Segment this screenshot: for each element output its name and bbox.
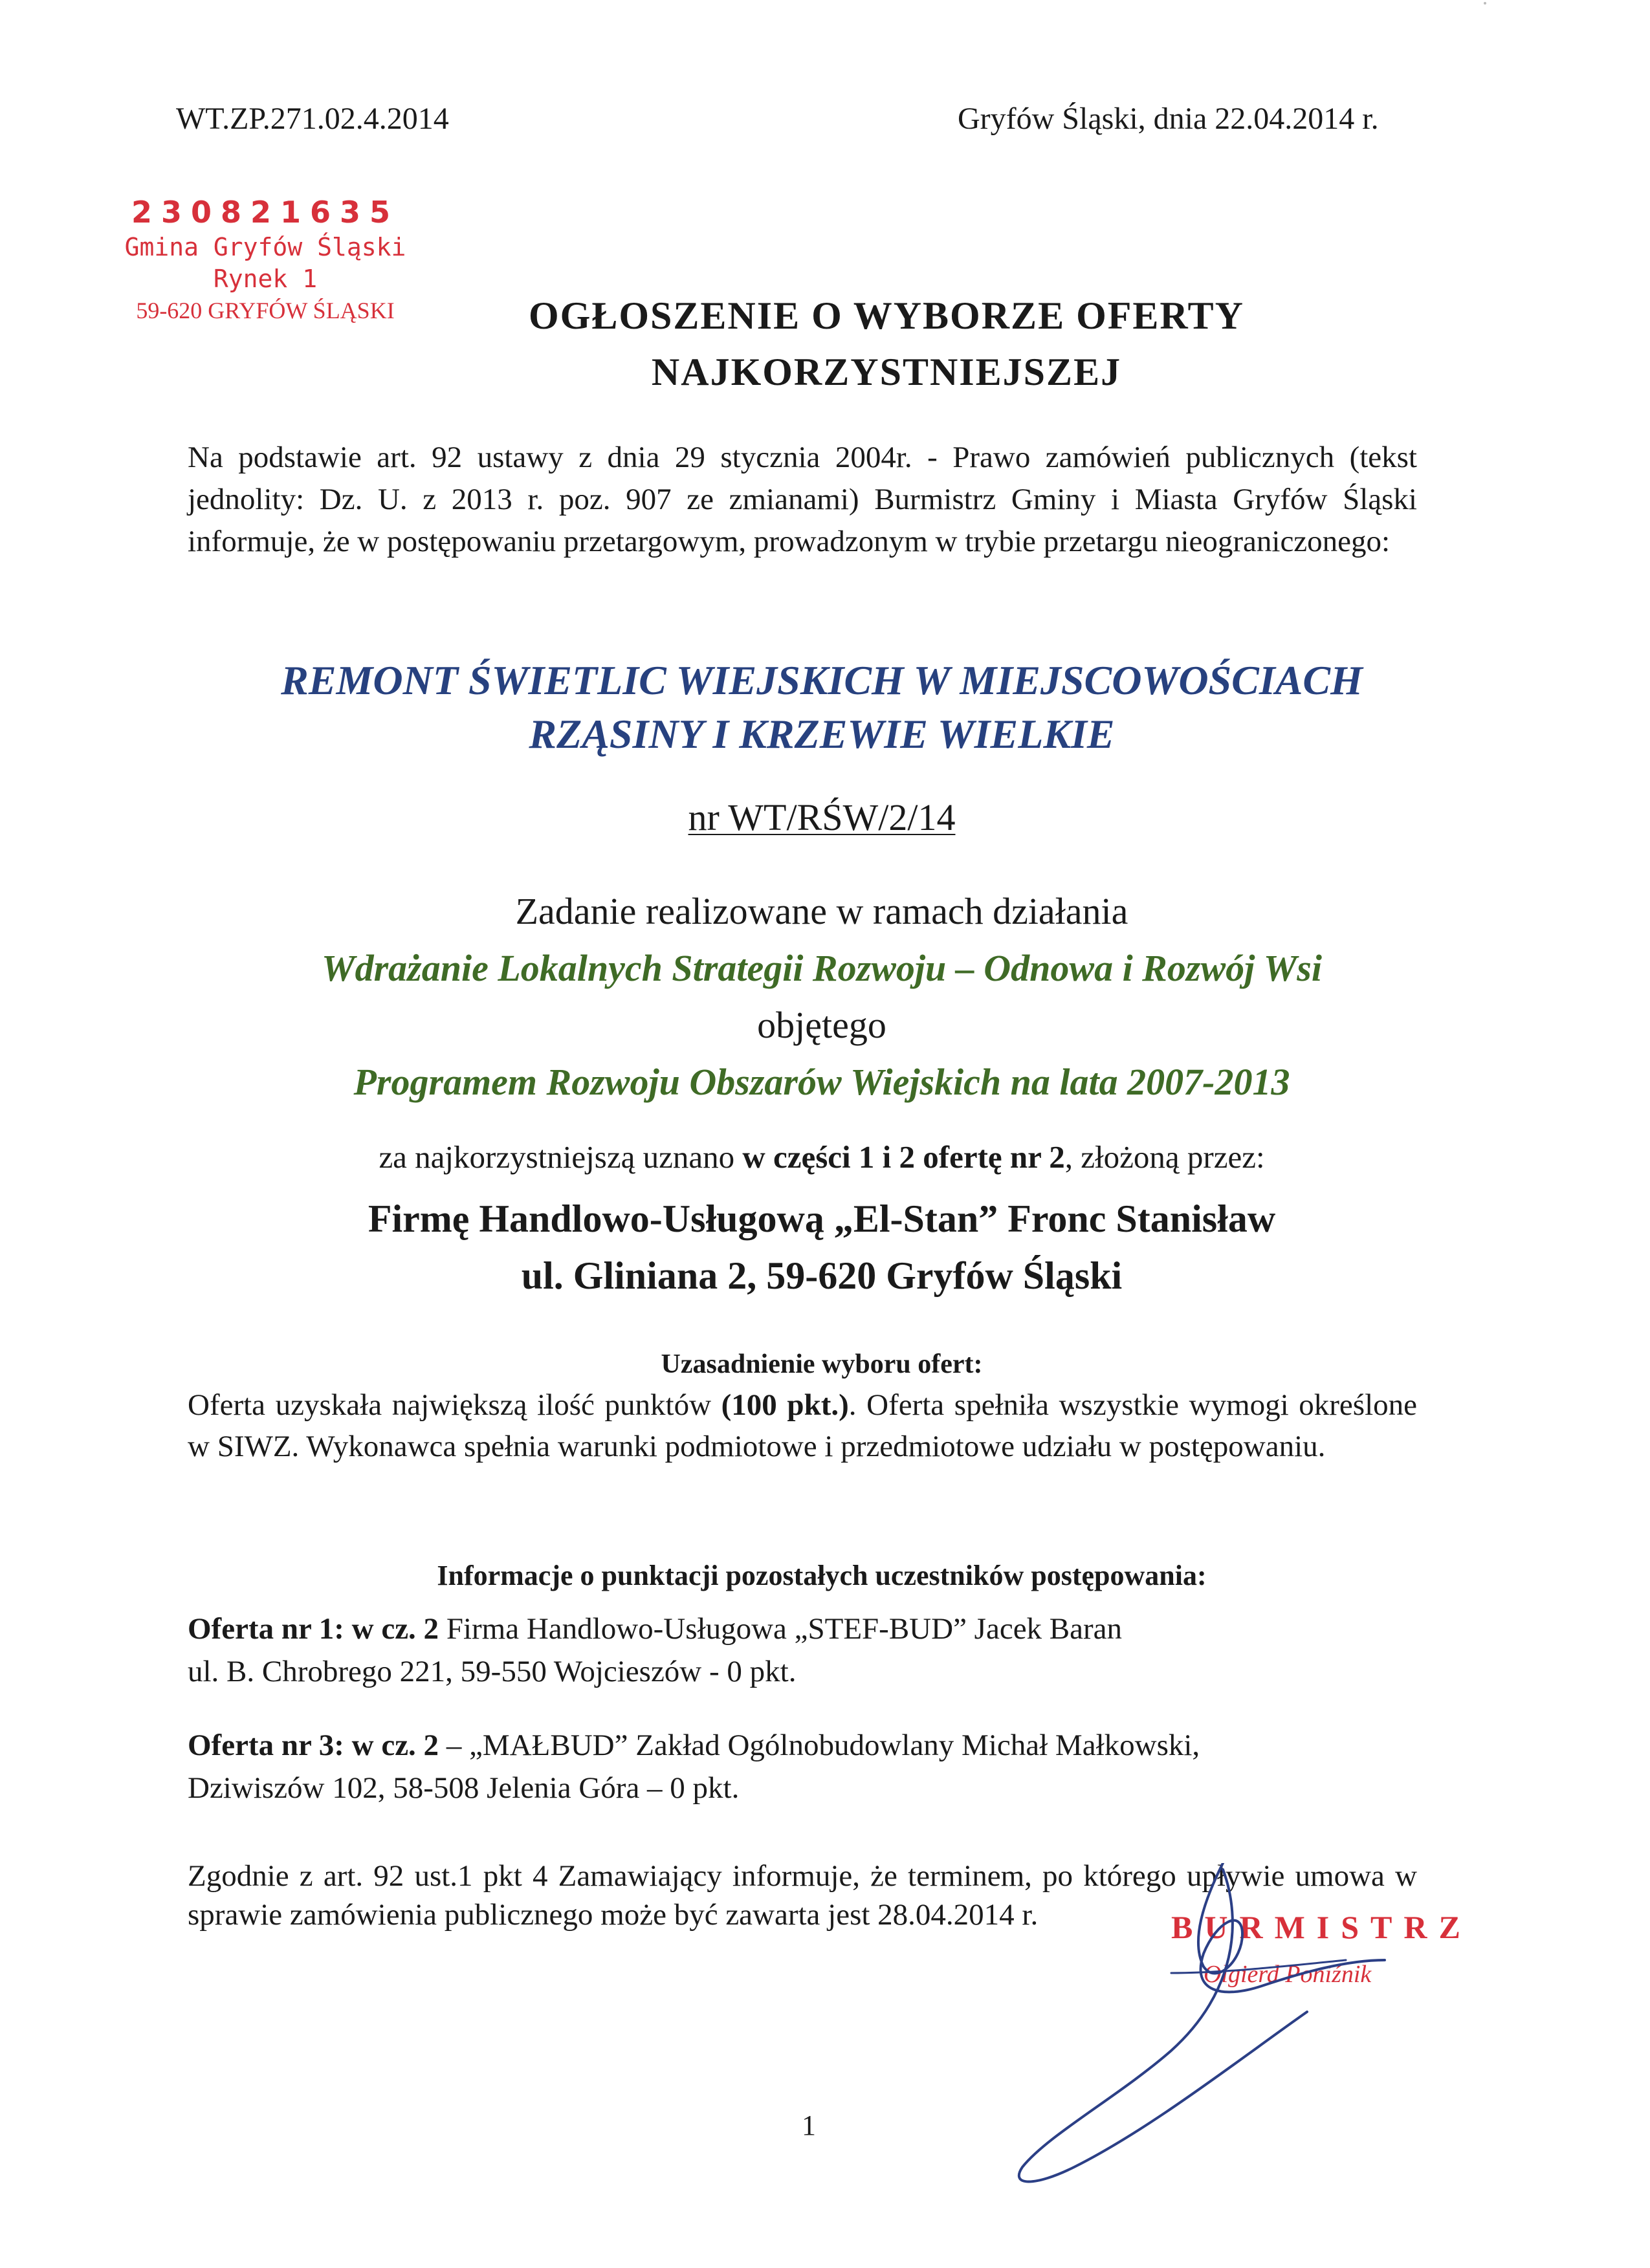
task-action-name: Wdrażanie Lokalnych Strategii Rozwoju – Odnowa i Rozwój Wsi <box>322 947 1322 989</box>
stamp-line-2: Rynek 1 <box>213 264 318 293</box>
offer-item <box>188 1724 1417 1809</box>
offer-item <box>188 1608 1417 1693</box>
office-stamp <box>97 194 434 327</box>
offer-firm: – „MAŁBUD” Zakład Ogólnobudowlany Michał Małkowski, <box>439 1728 1200 1762</box>
signatory-title-stamp: BURMISTRZ <box>1171 1909 1472 1945</box>
award-bold: w części 1 i 2 ofertę nr 2 <box>742 1139 1065 1175</box>
offer-line-2: ul. B. Chrobrego 221, 59-550 Wojcieszów - 0 pkt. <box>188 1655 797 1688</box>
tender-subject <box>188 653 1456 761</box>
firm-address: ul. Gliniana 2, 59-620 Gryfów Śląski <box>521 1254 1123 1297</box>
intro-paragraph: Na podstawie art. 92 ustawy z dnia 29 stycznia 2004r. - Prawo zamówień publicznych (tekst jednolity: Dz. U. z 2013 r. poz. 907 ze zmianami) Burmistrz Gminy i Miasta Gryfów Śląski informuje, że w postępowaniu przetargowym, prowadzonym w trybie przetargu nieograniczonego: <box>188 441 1417 558</box>
offer-label: Oferta nr 1: w cz. 2 <box>188 1612 439 1646</box>
offer-line-1 <box>188 1608 1417 1650</box>
place-and-date: Gryfów Śląski, dnia 22.04.2014 r. <box>958 102 1379 136</box>
offer-line-1 <box>188 1724 1417 1767</box>
subject-line-2: RZĄSINY I KRZEWIE WIELKIE <box>529 711 1115 758</box>
document-reference: WT.ZP.271.02.4.2014 <box>176 102 449 136</box>
tender-number-text: nr WT/RŚW/2/14 <box>688 796 956 838</box>
task-line-1: Zadanie realizowane w ramach działania <box>515 890 1128 932</box>
justification-text <box>188 1384 1417 1467</box>
stamp-code: 230821635 <box>131 195 400 230</box>
winning-firm <box>188 1190 1456 1304</box>
award-pre: za najkorzystniejszą uznano <box>379 1139 743 1175</box>
tender-number <box>188 796 1456 839</box>
subject-line-1: REMONT ŚWIETLIC WIEJSKICH W MIEJSCOWOŚCIACH <box>281 657 1363 703</box>
task-line-3: objętego <box>757 1004 886 1046</box>
justification-heading: Uzasadnienie wyboru ofert: <box>661 1349 983 1379</box>
handwritten-signature <box>1009 1863 1462 2212</box>
firm-name: Firmę Handlowo-Usługową „El-Stan” Fronc Stanisław <box>368 1197 1276 1240</box>
other-offers-heading: Informacje o punktacji pozostałych uczestników postępowania: <box>437 1560 1207 1591</box>
closing-paragraph: Zgodnie z art. 92 ust.1 pkt 4 Zamawiający informuje, że terminem, po którego upływie umowa w sprawie zamówienia publicznego może być zawarta jest 28.04.2014 r. <box>188 1859 1417 1932</box>
stamp-line-1: Gmina Gryfów Śląski <box>124 232 406 261</box>
justification-post: . Oferta spełniła wszystkie wymogi określone w SIWZ. Wykonawca spełnia warunki podmiotowe i przedmiotowe udziału w postępowaniu. <box>188 1388 1417 1463</box>
title-line-1: OGŁOSZENIE O WYBORZE OFERTY <box>528 294 1245 337</box>
stamp-line-3: 59-620 GRYFÓW ŚLĄSKI <box>136 298 395 324</box>
offer-label: Oferta nr 3: w cz. 2 <box>188 1728 439 1762</box>
task-description <box>188 883 1456 1111</box>
scan-speck <box>1482 0 1488 6</box>
award-statement <box>188 1139 1456 1175</box>
page-number: 1 <box>802 2110 816 2141</box>
justification-bold: (100 pkt.) <box>721 1388 849 1422</box>
title-line-2: NAJKORZYSTNIEJSZEJ <box>651 351 1122 393</box>
task-program-name: Programem Rozwoju Obszarów Wiejskich na lata 2007-2013 <box>353 1061 1290 1103</box>
signatory-name-stamp: Olgierd Poniźnik <box>1204 1961 1372 1988</box>
award-post: , złożoną przez: <box>1064 1139 1265 1175</box>
offer-firm: Firma Handlowo-Usługowa „STEF-BUD” Jacek Baran <box>439 1612 1123 1646</box>
document-title <box>414 288 1359 400</box>
justification-pre: Oferta uzyskała największą ilość punktów <box>188 1388 721 1422</box>
offer-line-2: Dziwiszów 102, 58-508 Jelenia Góra – 0 pkt. <box>188 1771 740 1805</box>
